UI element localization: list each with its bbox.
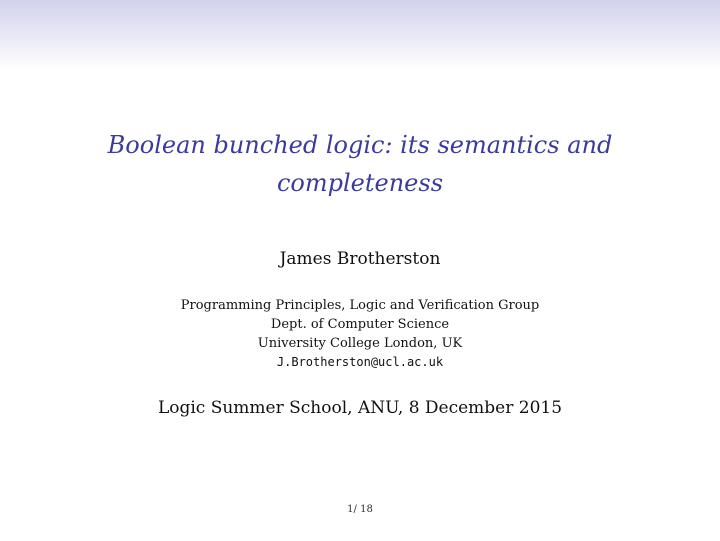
event-line: Logic Summer School, ANU, 8 December 2015 [157, 398, 563, 418]
slide-title: Boolean bunched logic: its semantics and completeness [107, 131, 613, 197]
affiliation-block [0, 296, 720, 372]
affiliation-group: Programming Principles, Logic and Verification Group [180, 298, 540, 313]
title-block [0, 126, 720, 202]
affiliation-department: Dept. of Computer Science [270, 317, 450, 332]
page-number: 1/ 18 [347, 504, 373, 515]
affiliation-institution: University College London, UK [257, 336, 463, 351]
author-email: J.Brotherston@ucl.ac.uk [276, 355, 444, 369]
header-gradient-band [0, 0, 720, 70]
author-name: James Brotherston [279, 249, 441, 269]
